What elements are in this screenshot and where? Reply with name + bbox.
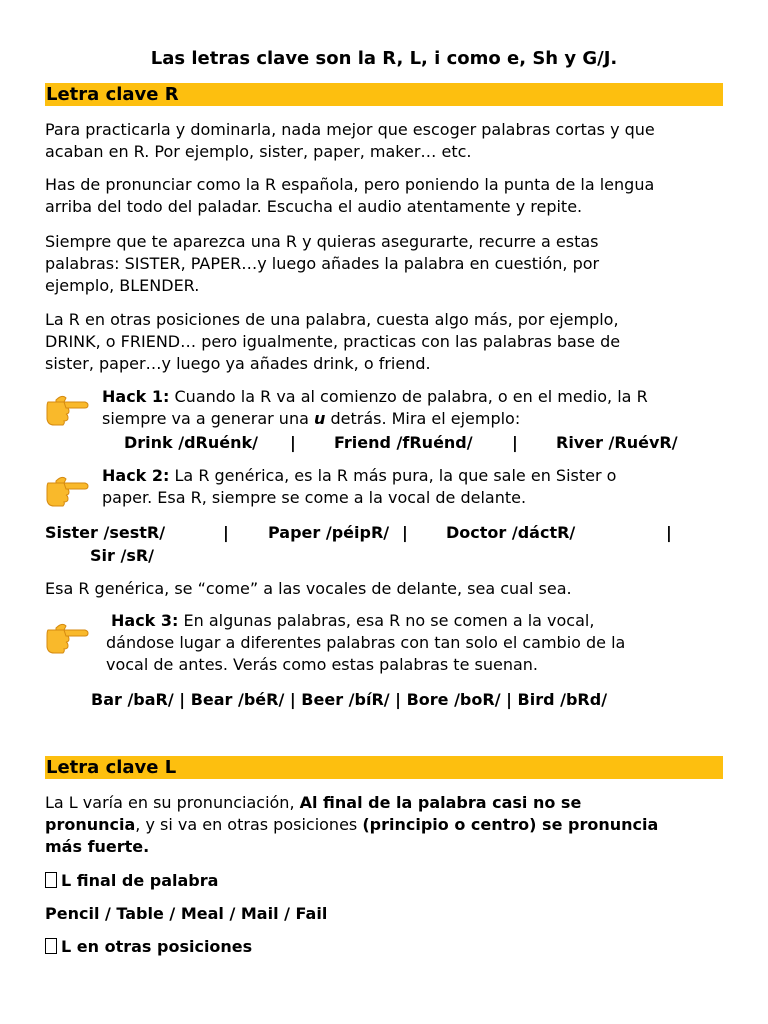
paragraph-bold: Al final de la palabra casi no se <box>299 793 582 812</box>
hack-2-label: Hack 2: <box>102 466 170 485</box>
separator: | <box>290 433 296 452</box>
paragraph-bold: más fuerte. <box>45 837 150 856</box>
hack-2-example-3: Doctor /dáctR/ <box>446 523 576 542</box>
page-title: Las letras clave son la R, L, i como e, Sh y G/J. <box>150 48 618 69</box>
hack-2-example-1: Sister /sestR/ <box>45 523 166 542</box>
hack-3-text: vocal de antes. Verás como estas palabras te suenan. <box>106 655 538 674</box>
bullet-box-icon <box>45 872 57 888</box>
hack-1-example-2: Friend /fRuénd/ <box>334 433 473 452</box>
hack-2-example-4: Sir /sR/ <box>90 546 154 565</box>
bullet-box-icon <box>45 938 57 954</box>
paragraph-text: La L varía en su pronunciación, <box>45 793 300 812</box>
paragraph-line: ejemplo, BLENDER. <box>45 276 200 295</box>
hack-3 <box>106 610 726 676</box>
paragraph-line: palabras: SISTER, PAPER…y luego añades la palabra en cuestión, por <box>45 254 600 273</box>
paragraph-5: Esa R genérica, se “come” a las vocales de delante, sea cual sea. <box>45 579 572 598</box>
list-item <box>45 870 218 892</box>
paragraph-4 <box>45 309 735 375</box>
hack-3-label: Hack 3: <box>111 611 179 630</box>
paragraph-line: La R en otras posiciones de una palabra, cuesta algo más, por ejemplo, <box>45 310 619 329</box>
paragraph-1 <box>45 119 735 163</box>
paragraph-2 <box>45 174 735 218</box>
hack-1 <box>102 386 722 430</box>
hack-2 <box>102 465 722 509</box>
hack-1-label: Hack 1: <box>102 387 170 406</box>
separator: | <box>402 523 408 542</box>
hack-2-text: paper. Esa R, siempre se come a la vocal de delante. <box>102 488 527 507</box>
hack-1-example-1: Drink /dRuénk/ <box>124 433 258 452</box>
paragraph-line: Siempre que te aparezca una R y quieras asegurarte, recurre a estas <box>45 232 599 251</box>
hack-2-example-2: Paper /péipR/ <box>268 523 390 542</box>
paragraph-line: DRINK, o FRIEND… pero igualmente, practicas con las palabras base de <box>45 332 621 351</box>
separator: | <box>223 523 229 542</box>
example-words: Pencil / Table / Meal / Mail / Fail <box>45 904 328 923</box>
paragraph-line: sister, paper…y luego ya añades drink, o friend. <box>45 354 431 373</box>
pointing-hand-icon <box>44 388 90 428</box>
hack-3-examples: Bar /baR/ | Bear /béR/ | Beer /bíR/ | Bore /boR/ | Bird /bRd/ <box>91 690 608 709</box>
list-item <box>45 936 252 958</box>
paragraph-line: arriba del todo del paladar. Escucha el audio atentamente y repite. <box>45 197 583 216</box>
pointing-hand-icon <box>44 469 90 509</box>
hack-2-text: La R genérica, es la R más pura, la que sale en Sister o <box>169 466 617 485</box>
paragraph-bold: (principio o centro) se pronuncia <box>362 815 659 834</box>
hack-1-example-3: River /RuévR/ <box>556 433 678 452</box>
hack-3-text: dándose lugar a diferentes palabras con tan solo el cambio de la <box>106 633 626 652</box>
hack-1-text: detrás. Mira el ejemplo: <box>325 409 521 428</box>
section-heading-r-label: Letra clave R <box>46 84 179 105</box>
paragraph-line: acaban en R. Por ejemplo, sister, paper, maker… etc. <box>45 142 472 161</box>
section-heading-r <box>45 83 723 106</box>
section-heading-l <box>45 756 723 779</box>
hack-1-text: siempre va a generar una <box>102 409 314 428</box>
pointing-hand-icon <box>44 616 90 656</box>
paragraph-l-1 <box>45 792 735 858</box>
paragraph-line: Para practicarla y dominarla, nada mejor que escoger palabras cortas y que <box>45 120 655 139</box>
list-item-label: L en otras posiciones <box>61 937 253 956</box>
hack-3-text: En algunas palabras, esa R no se comen a la vocal, <box>178 611 595 630</box>
paragraph-bold: pronuncia <box>45 815 136 834</box>
paragraph-text: , y si va en otras posiciones <box>135 815 363 834</box>
hack-1-text: Cuando la R va al comienzo de palabra, o en el medio, la R <box>169 387 648 406</box>
paragraph-line: Has de pronunciar como la R española, pero poniendo la punta de la lengua <box>45 175 655 194</box>
list-item-label: L final de palabra <box>61 871 219 890</box>
section-heading-l-label: Letra clave L <box>46 757 177 778</box>
paragraph-3 <box>45 231 735 297</box>
separator: | <box>666 523 672 542</box>
separator: | <box>512 433 518 452</box>
hack-1-emphasis: u <box>313 409 326 428</box>
